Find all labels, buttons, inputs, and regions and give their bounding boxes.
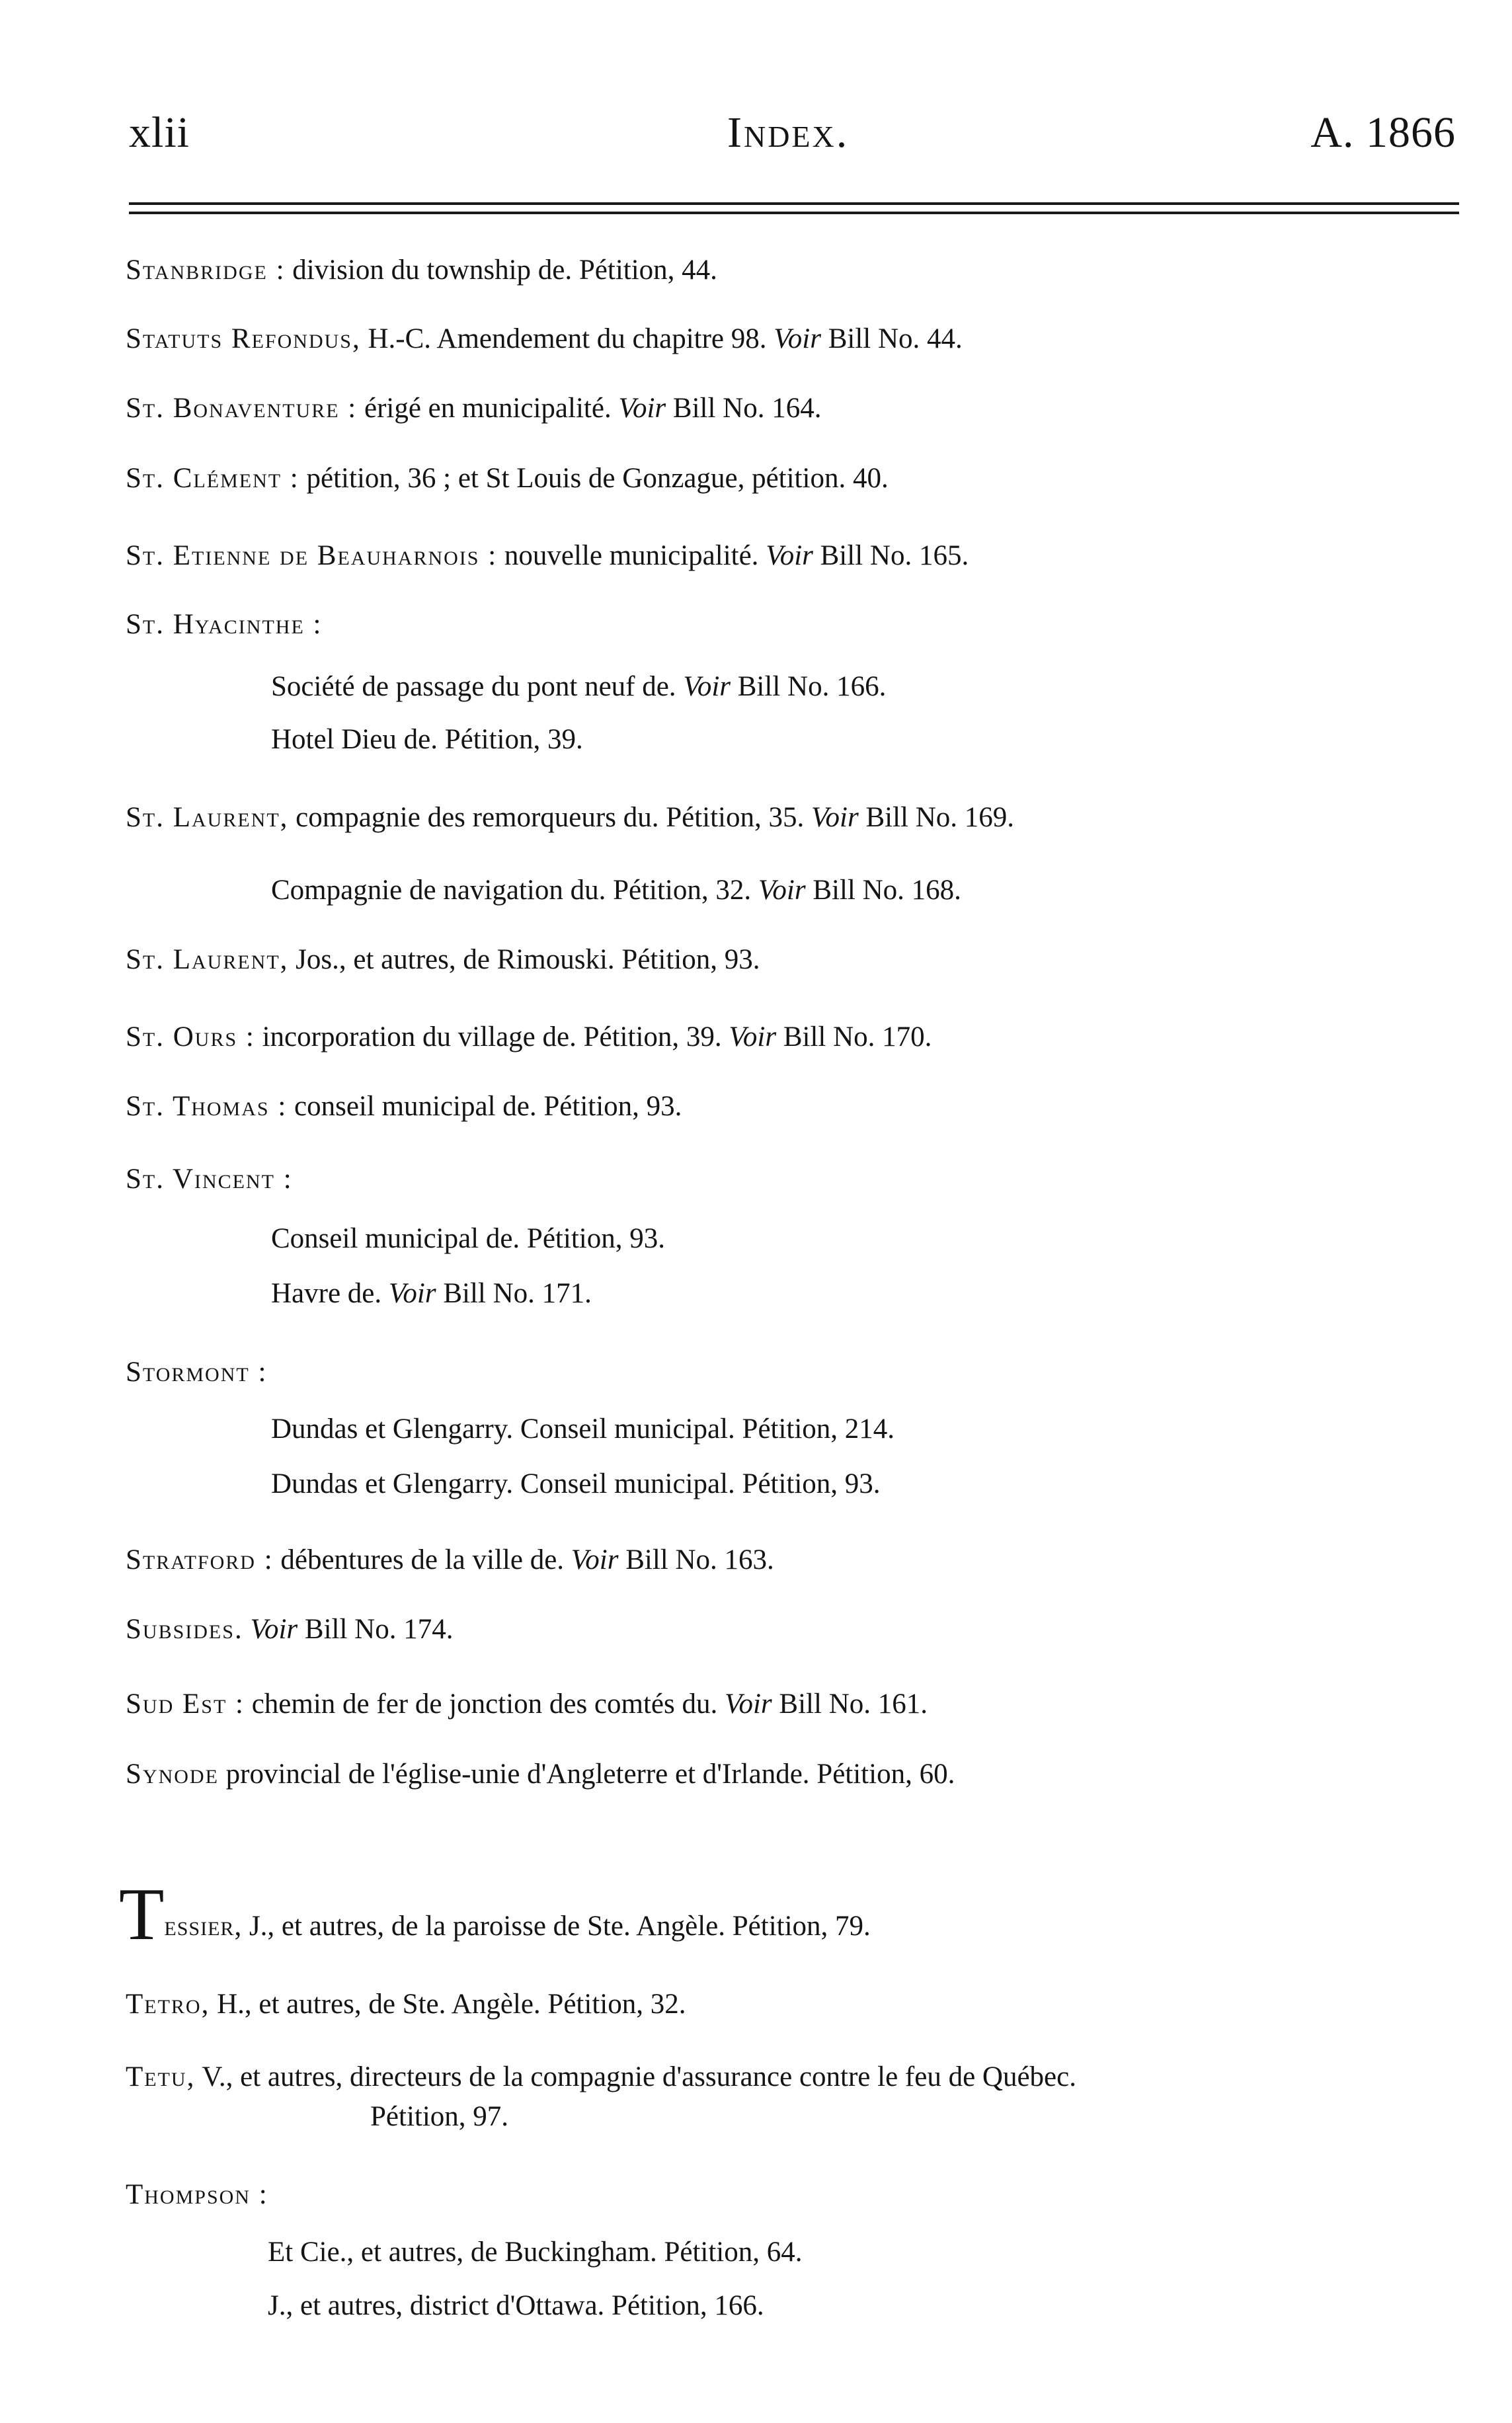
- index-entry: St. Etienne de Beauharnois : nouvelle municipalité. Voir Bill No. 165.: [126, 540, 969, 571]
- index-entry: St. Laurent, compagnie des remorqueurs du. Pétition, 35. Voir Bill No. 169.: [126, 802, 1015, 833]
- index-entry: Synode provincial de l'église-unie d'Angleterre et d'Irlande. Pétition, 60.: [126, 1759, 955, 1790]
- page-title: Index.: [727, 108, 850, 157]
- index-entry: St. Thomas : conseil municipal de. Pétition, 93.: [126, 1091, 682, 1122]
- page-year: A. 1866: [1310, 108, 1456, 157]
- index-entry-dropcap: Tessier, J., et autres, de la paroisse de Ste. Angèle. Pétition, 79.: [119, 1874, 871, 1956]
- index-subentry: Conseil municipal de. Pétition, 93.: [271, 1223, 665, 1254]
- drop-cap: T: [119, 1874, 165, 1956]
- page-number: xlii: [129, 108, 190, 157]
- index-entry: Sud Est : chemin de fer de jonction des comtés du. Voir Bill No. 161.: [126, 1688, 928, 1720]
- index-entry: St. Laurent, Jos., et autres, de Rimouski. Pétition, 93.: [126, 944, 760, 975]
- index-entry: St. Bonaventure : érigé en municipalité. Voir Bill No. 164.: [126, 393, 822, 424]
- index-entry: Thompson :: [126, 2179, 268, 2210]
- index-entry: Statuts Refondus, H.-C. Amendement du chapitre 98. Voir Bill No. 44.: [126, 323, 963, 354]
- index-subentry: Hotel Dieu de. Pétition, 39.: [271, 724, 583, 755]
- index-entry: St. Vincent :: [126, 1164, 293, 1195]
- index-entry: St. Hyacinthe :: [126, 609, 323, 640]
- index-entry: Stanbridge : division du township de. Pétition, 44.: [126, 255, 717, 286]
- index-subentry: Havre de. Voir Bill No. 171.: [271, 1278, 592, 1309]
- index-entry: St. Clément : pétition, 36 ; et St Louis de Gonzague, pétition. 40.: [126, 463, 889, 494]
- index-entry: Tetu, V., et autres, directeurs de la compagnie d'assurance contre le feu de Québec.: [126, 2061, 1076, 2092]
- index-entry: Subsides. Voir Bill No. 174.: [126, 1614, 454, 1645]
- header-rule-bottom: [129, 212, 1459, 214]
- index-entry: Tetro, H., et autres, de Ste. Angèle. Pétition, 32.: [126, 1989, 686, 2020]
- index-entry: Stormont :: [126, 1357, 268, 1388]
- index-subentry: Société de passage du pont neuf de. Voir Bill No. 166.: [271, 671, 887, 702]
- index-subentry: Et Cie., et autres, de Buckingham. Pétition, 64.: [268, 2237, 803, 2268]
- index-subentry: J., et autres, district d'Ottawa. Pétition, 166.: [268, 2290, 764, 2321]
- index-entry: St. Ours : incorporation du village de. Pétition, 39. Voir Bill No. 170.: [126, 1021, 932, 1053]
- index-subentry: Compagnie de navigation du. Pétition, 32. Voir Bill No. 168.: [271, 875, 961, 906]
- header-rule-top: [129, 202, 1459, 205]
- index-entry-continuation: Pétition, 97.: [370, 2101, 509, 2132]
- index-subentry: Dundas et Glengarry. Conseil municipal. Pétition, 93.: [271, 1468, 881, 1499]
- index-entry: Stratford : débentures de la ville de. Voir Bill No. 163.: [126, 1544, 774, 1575]
- index-subentry: Dundas et Glengarry. Conseil municipal. Pétition, 214.: [271, 1413, 895, 1445]
